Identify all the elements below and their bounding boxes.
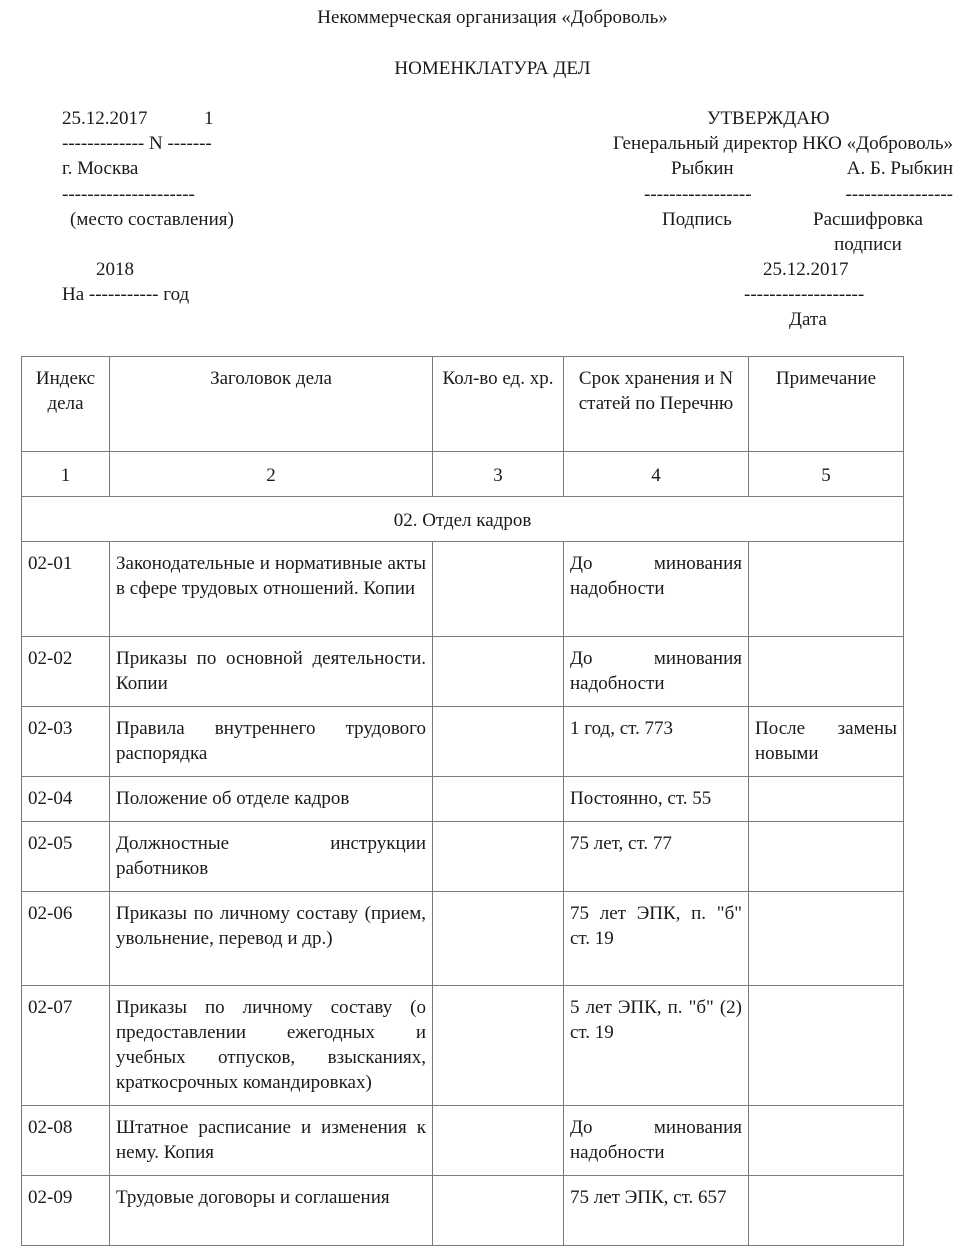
city-line: --------------------- (62, 184, 195, 205)
table-row (22, 986, 904, 1106)
organization-name: Некоммерческая организация «Доброволь» (317, 7, 668, 28)
note (749, 986, 904, 1106)
approval-date: 25.12.2017 (763, 259, 849, 280)
retention-term: До минования надобности (564, 1106, 749, 1176)
column-number: 4 (564, 452, 749, 497)
approve-label: УТВЕРЖДАЮ (707, 108, 830, 129)
case-index: 02-06 (22, 892, 110, 986)
unit-count (433, 777, 564, 822)
case-index: 02-08 (22, 1106, 110, 1176)
retention-term: 75 лет ЭПК, п. "б" ст. 19 (564, 892, 749, 986)
table-row (22, 777, 904, 822)
unit-count (433, 892, 564, 986)
city: г. Москва (62, 158, 139, 179)
table-row (22, 637, 904, 707)
retention-term: Постоянно, ст. 55 (564, 777, 749, 822)
retention-term: До минования надобности (564, 542, 749, 637)
case-index: 02-07 (22, 986, 110, 1106)
retention-term: 5 лет ЭПК, п. "б" (2) ст. 19 (564, 986, 749, 1106)
date-number-line: ------------- N ------- (62, 133, 212, 154)
retention-term: 75 лет ЭПК, ст. 657 (564, 1176, 749, 1246)
retention-term: 75 лет, ст. 77 (564, 822, 749, 892)
unit-count (433, 1106, 564, 1176)
column-number: 2 (110, 452, 433, 497)
year-line: На ----------- год (62, 284, 190, 305)
note: После замены новыми (749, 707, 904, 777)
case-index: 02-01 (22, 542, 110, 637)
retention-term: 1 год, ст. 773 (564, 707, 749, 777)
case-title: Должностные инструкции работников (110, 822, 433, 892)
nomenclature-table (21, 356, 904, 1246)
table-row (22, 1106, 904, 1176)
case-title: Приказы по основной деятельности. Копии (110, 637, 433, 707)
document-title: НОМЕНКЛАТУРА ДЕЛ (394, 58, 591, 79)
place-label: (место составления) (70, 209, 234, 230)
note (749, 777, 904, 822)
note (749, 637, 904, 707)
note (749, 1106, 904, 1176)
year: 2018 (96, 259, 134, 280)
retention-term: До минования надобности (564, 637, 749, 707)
section-row (22, 497, 904, 542)
column-number: 5 (749, 452, 904, 497)
column-number: 3 (433, 452, 564, 497)
header-cell: Кол-во ед. хр. (433, 357, 564, 452)
approver-signature: Рыбкин (671, 158, 734, 179)
case-title: Трудовые договоры и соглашения (110, 1176, 433, 1246)
unit-count (433, 637, 564, 707)
document-number: 1 (204, 108, 214, 129)
case-title: Правила внутреннего трудового распорядка (110, 707, 433, 777)
signature-line: ----------------- (644, 184, 752, 205)
header-cell: Примечание (749, 357, 904, 452)
date-label: Дата (789, 309, 827, 330)
unit-count (433, 542, 564, 637)
document-date: 25.12.2017 (62, 108, 148, 129)
table-row (22, 1176, 904, 1246)
header-cell: Заголовок дела (110, 357, 433, 452)
unit-count (433, 822, 564, 892)
table-row (22, 822, 904, 892)
unit-count (433, 1176, 564, 1246)
date-line: ------------------- (744, 284, 865, 305)
signature-label: Подпись (662, 209, 732, 230)
header-cell: Срок хранения и N статей по Перечню (564, 357, 749, 452)
unit-count (433, 986, 564, 1106)
section-title: 02. Отдел кадров (22, 497, 904, 542)
case-index: 02-09 (22, 1176, 110, 1246)
note (749, 822, 904, 892)
column-number-row (22, 452, 904, 497)
case-title: Положение об отделе кадров (110, 777, 433, 822)
approver-name: А. Б. Рыбкин (846, 158, 953, 179)
name-line: ----------------- (845, 184, 953, 205)
case-index: 02-02 (22, 637, 110, 707)
note (749, 892, 904, 986)
column-number: 1 (22, 452, 110, 497)
unit-count (433, 707, 564, 777)
table-row (22, 542, 904, 637)
case-title: Законодательные и нормативные акты в сфере трудовых отношений. Копии (110, 542, 433, 637)
approver-position: Генеральный директор НКО «Доброволь» (613, 133, 953, 154)
table-row (22, 892, 904, 986)
case-title: Приказы по личному составу (прием, увольнение, перевод и др.) (110, 892, 433, 986)
header-row (22, 357, 904, 452)
note (749, 1176, 904, 1246)
case-index: 02-04 (22, 777, 110, 822)
case-index: 02-05 (22, 822, 110, 892)
case-title: Приказы по личному составу (о предоставлении ежегодных и учебных отпусков, взысканиях, краткосрочных командировках) (110, 986, 433, 1106)
case-title: Штатное расписание и изменения к нему. Копия (110, 1106, 433, 1176)
header-cell: Индекс дела (22, 357, 110, 452)
table-row (22, 707, 904, 777)
note (749, 542, 904, 637)
name-label: Расшифровка подписи (813, 209, 923, 255)
case-index: 02-03 (22, 707, 110, 777)
